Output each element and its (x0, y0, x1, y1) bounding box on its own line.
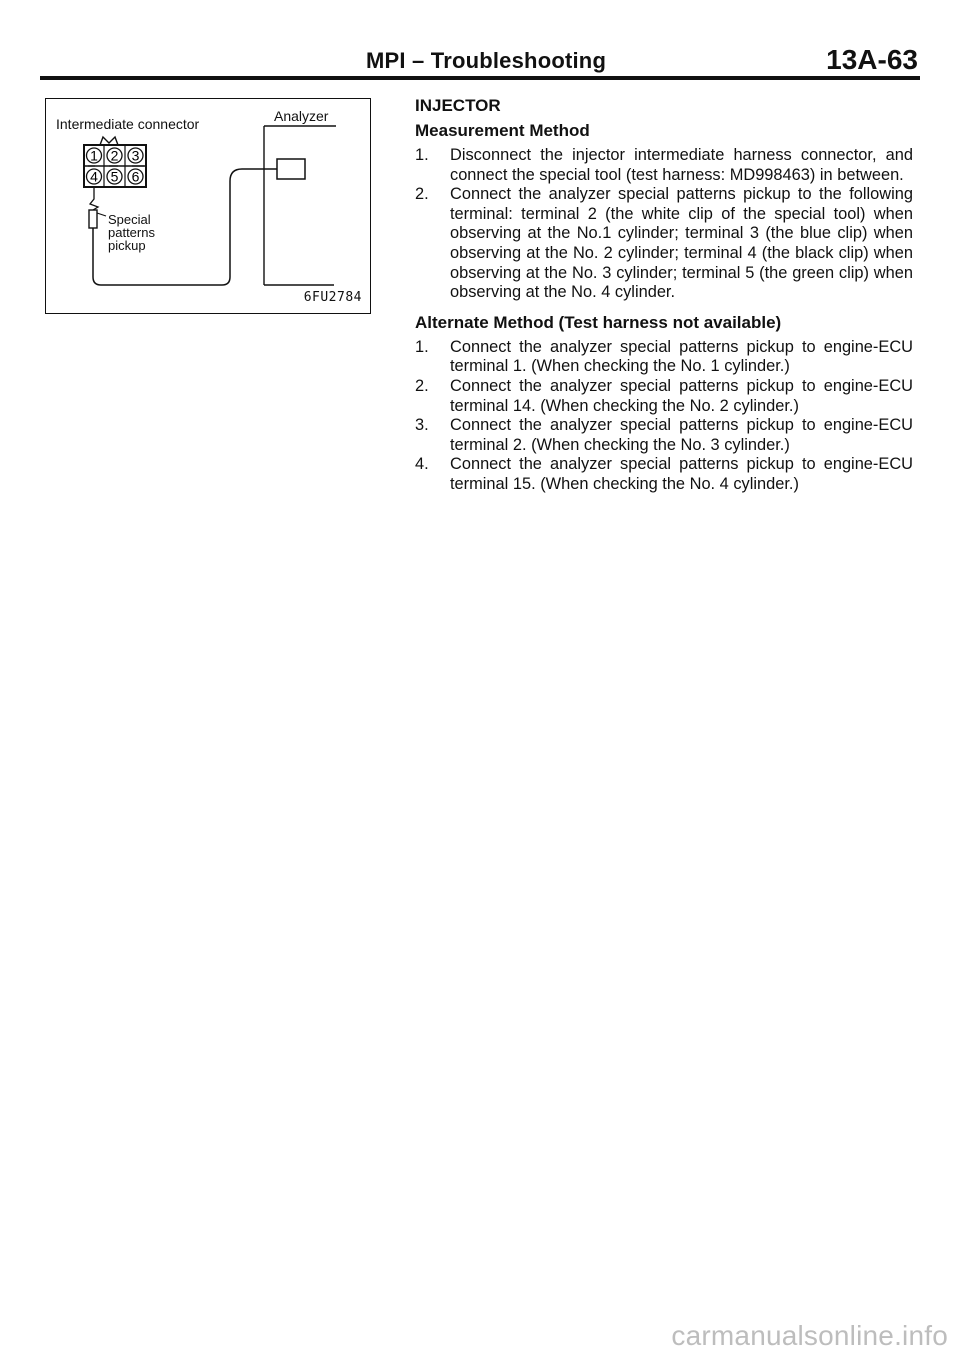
alternate-steps (415, 338, 913, 495)
pickup-clip-icon (89, 210, 97, 228)
alternate-step (415, 416, 913, 455)
connector-label: Intermediate connector (56, 116, 200, 132)
step-text: Connect the analyzer special patterns pickup to engine-ECU terminal 2. (When checking the No. 3 cylinder.) (450, 416, 913, 454)
pin-label: 3 (131, 147, 140, 164)
measurement-step (415, 185, 913, 303)
pickup-clip-wire (90, 187, 98, 210)
section-title: INJECTOR (415, 96, 501, 115)
pin-label: 2 (110, 147, 119, 164)
pickup-label (108, 213, 155, 252)
pickup-label-line: pickup (108, 238, 146, 253)
pin-label: 1 (90, 147, 98, 164)
pickup-label-line: patterns (108, 225, 155, 240)
pickup-label-line: Special (108, 212, 151, 227)
step-number: 1. (415, 337, 429, 356)
measurement-steps (415, 146, 913, 303)
page-number: 13A-63 (826, 44, 918, 75)
header-title: MPI – Troubleshooting (366, 48, 607, 73)
analyzer-socket-icon (277, 159, 305, 179)
step-number: 3. (415, 416, 429, 435)
pin-label: 4 (90, 168, 98, 185)
alternate-heading: Alternate Method (Test harness not available) (415, 312, 782, 332)
pin-label: 6 (131, 168, 140, 185)
header-rule (40, 76, 920, 80)
pin-label: 5 (110, 168, 119, 185)
step-text: Connect the analyzer special patterns pickup to engine-ECU terminal 14. (When checking the No. 2 cylinder.) (450, 376, 913, 415)
figure-code: 6FU2784 (303, 290, 362, 305)
step-number: 2. (415, 185, 429, 204)
step-number: 4. (415, 455, 429, 474)
measurement-heading: Measurement Method (415, 121, 590, 140)
pickup-leader (97, 213, 106, 216)
step-text: Connect the analyzer special patterns pickup to the following terminal: terminal 2 (the white clip of the special tool) when observing at the No.1 cylinder; terminal 3 (the blue clip) when observing at the No. 2 cylinder; terminal 4 (the black clip) when observing at the No. 3 cylinder; terminal 5 (the green clip) when observing at the No. 4 cylinder. (450, 185, 913, 302)
measurement-step (415, 146, 913, 185)
alternate-step (415, 338, 913, 377)
step-text: Connect the analyzer special patterns pickup to engine-ECU terminal 15. (When checking the No. 4 cylinder.) (450, 455, 913, 493)
wiring-figure (45, 98, 371, 314)
step-text: Connect the analyzer special patterns pickup to engine-ECU terminal 1. (When checking the No. 1 cylinder.) (450, 337, 913, 376)
alternate-step (415, 377, 913, 416)
watermark[interactable]: carmanualsonline.info (671, 1320, 948, 1351)
connector-latch (100, 137, 118, 145)
analyzer-label: Analyzer (274, 108, 329, 124)
alternate-step (415, 455, 913, 494)
step-text: Disconnect the injector intermediate harness connector, and connect the special tool (test harness: MD998463) in between. (450, 146, 913, 184)
step-number: 1. (415, 146, 429, 164)
step-number: 2. (415, 376, 429, 395)
main-content (415, 96, 913, 505)
